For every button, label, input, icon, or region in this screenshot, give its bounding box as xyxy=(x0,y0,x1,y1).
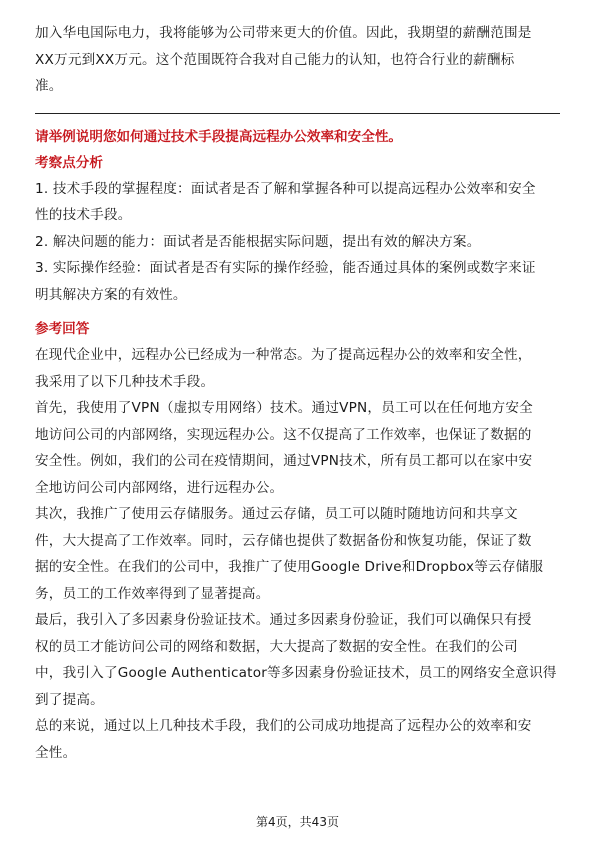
text-line: 3. 实际操作经验：面试者是否有实际的操作经验，能否通过具体的案例或数字来证 xyxy=(35,260,536,276)
analysis-heading: 考察点分析 xyxy=(35,154,103,171)
page-number: 第4页，共43页 xyxy=(256,815,339,829)
text-line: 首先，我使用了VPN（虚拟专用网络）技术。通过VPN，员工可以在任何地方安全 xyxy=(35,400,533,416)
text-line: 安全性。例如，我们的公司在疫情期间，通过VPN技术，所有员工都可以在家中安 xyxy=(35,453,533,469)
text-line: 件，大大提高了工作效率。同时，云存储也提供了数据备份和恢复功能，保证了数 xyxy=(35,532,532,549)
text-line: 地访问公司的内部网络，实现远程办公。这不仅提高了工作效率，也保证了数据的 xyxy=(35,426,532,443)
text-line: 1. 技术手段的掌握程度：面试者是否了解和掌握各种可以提高远程办公效率和安全 xyxy=(35,180,536,197)
answer-section xyxy=(35,316,560,766)
text-line: 准。 xyxy=(35,78,63,94)
text-line: 性的技术手段。 xyxy=(35,207,132,223)
section-divider xyxy=(35,113,560,114)
text-line: 据的安全性。在我们的公司中，我推广了使用Google Drive和Dropbox等云存储服 xyxy=(35,559,544,575)
text-line: 全性。 xyxy=(35,744,77,761)
text-line: 最后，我引入了多因素身份验证技术。通过多因素身份验证，我们可以确保只有授 xyxy=(35,612,532,628)
question-title: 请举例说明您如何通过技术手段提高远程办公效率和安全性。 xyxy=(35,128,403,145)
text-line: 加入华电国际电力，我将能够为公司带来更大的价值。因此，我期望的薪酬范围是 xyxy=(35,25,532,41)
text-line: 到了提高。 xyxy=(35,691,104,708)
text-line: XX万元到XX万元。这个范围既符合我对自己能力的认知，也符合行业的薪酬标 xyxy=(35,51,515,68)
text-line: 其次，我推广了使用云存储服务。通过云存储，员工可以随时随地访问和共享文 xyxy=(35,506,518,522)
text-line: 全地访问公司内部网络，进行远程办公。 xyxy=(35,479,284,496)
answer-heading: 参考回答 xyxy=(35,321,90,337)
text-line: 总的来说，通过以上几种技术手段，我们的公司成功地提高了远程办公的效率和安 xyxy=(35,718,532,734)
analysis-section xyxy=(35,150,560,309)
text-line: 务，员工的工作效率得到了显著提高。 xyxy=(35,585,270,602)
intro-paragraph xyxy=(35,20,560,100)
text-line: 中，我引入了Google Authenticator等多因素身份验证技术，员工的网络安全意识得 xyxy=(35,665,557,681)
text-line: 2. 解决问题的能力：面试者是否能根据实际问题，提出有效的解决方案。 xyxy=(35,233,481,250)
page-content xyxy=(35,20,560,766)
text-line: 权的员工才能访问公司的网络和数据，大大提高了数据的安全性。在我们的公司 xyxy=(35,638,518,655)
text-line: 明其解决方案的有效性。 xyxy=(35,286,187,303)
text-line: 在现代企业中，远程办公已经成为一种常态。为了提高远程办公的效率和安全性， xyxy=(35,347,532,363)
text-line: 我采用了以下几种技术手段。 xyxy=(35,373,215,390)
